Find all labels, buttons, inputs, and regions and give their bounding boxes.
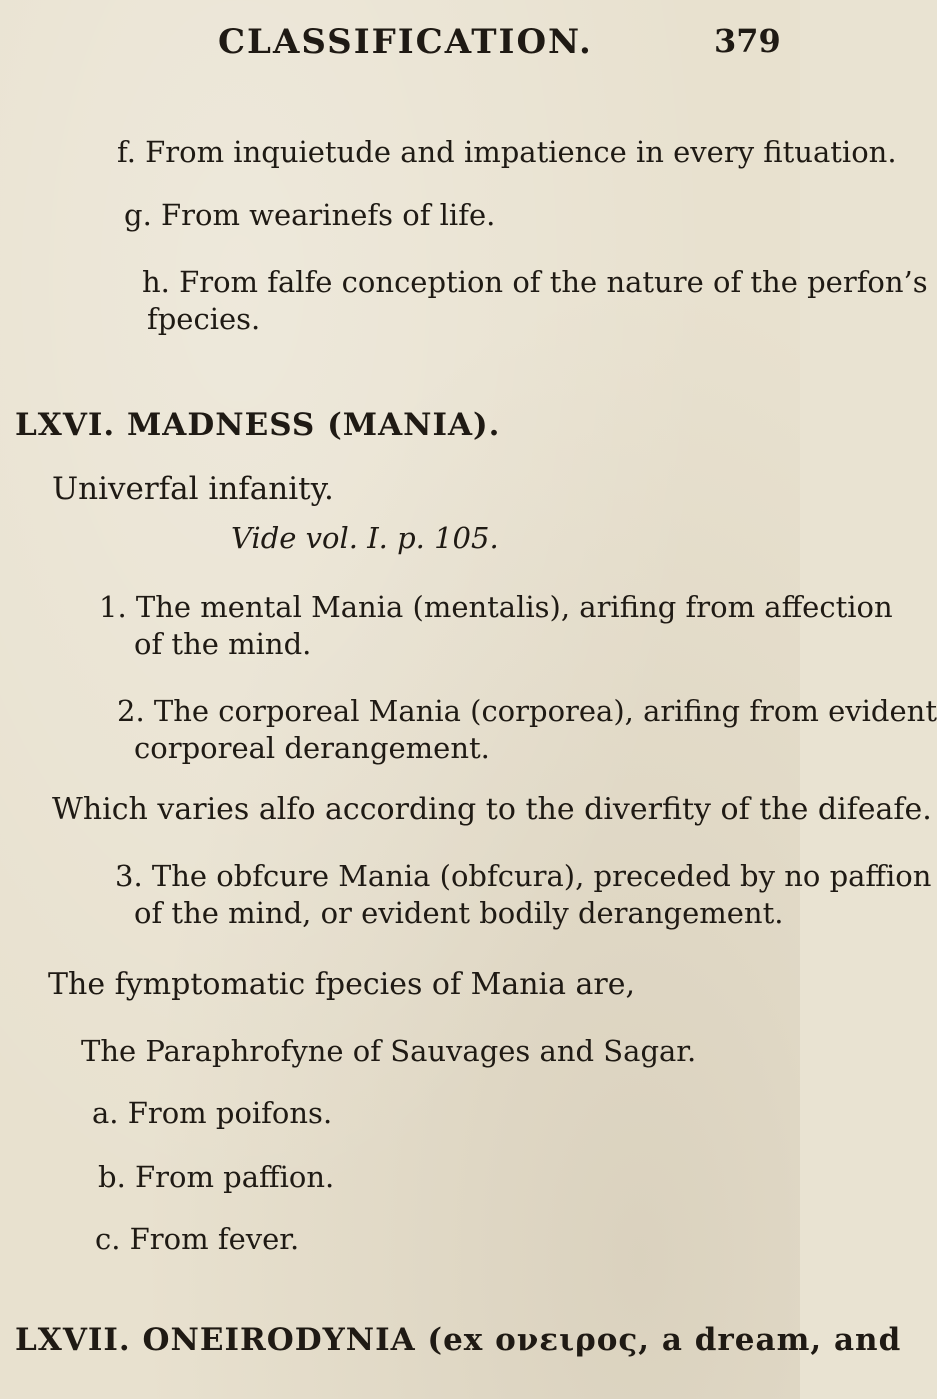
sub-item-b: b. From paffion. bbox=[98, 1160, 335, 1194]
page-number: 379 bbox=[714, 22, 781, 60]
paraphrosyne-line: The Paraphrofyne of Sauvages and Sagar. bbox=[81, 1034, 697, 1068]
symptomatic-heading: The fymptomatic fpecies of Mania are, bbox=[48, 967, 636, 1002]
species-2-line2: corporeal derangement. bbox=[134, 731, 490, 765]
sub-item-a: a. From poifons. bbox=[92, 1096, 333, 1130]
variation-note: Which varies alfo according to the diverfity of the difeafe. bbox=[52, 792, 932, 827]
running-header: CLASSIFICATION. bbox=[218, 22, 593, 62]
species-3-line1: 3. The obfcure Mania (obfcura), preceded by no paffion bbox=[115, 859, 932, 893]
cross-reference: Vide vol. I. p. 105. bbox=[231, 521, 499, 555]
definition-lxvi: Univerfal infanity. bbox=[52, 471, 334, 507]
species-1-line2: of the mind. bbox=[134, 627, 312, 661]
species-1-line1: 1. The mental Mania (mentalis), arifing from affection bbox=[99, 590, 893, 624]
species-3-line2: of the mind, or evident bodily derangement. bbox=[134, 896, 784, 930]
item-h-line2: fpecies. bbox=[147, 302, 261, 336]
section-heading-lxvi: LXVI. MADNESS (MANIA). bbox=[15, 407, 501, 443]
species-2-line1: 2. The corporeal Mania (corporea), arifing from evident bbox=[117, 694, 937, 728]
sub-item-c: c. From fever. bbox=[95, 1222, 300, 1256]
item-g: g. From wearinefs of life. bbox=[124, 198, 496, 232]
item-h-line1: h. From falfe conception of the nature of the perfon’s bbox=[142, 265, 928, 299]
section-heading-lxvii-line1: LXVII. ONEIRODYNIA (ex ονειρος, a dream, and bbox=[15, 1322, 902, 1358]
item-f: f. From inquietude and impatience in every fituation. bbox=[117, 135, 897, 169]
